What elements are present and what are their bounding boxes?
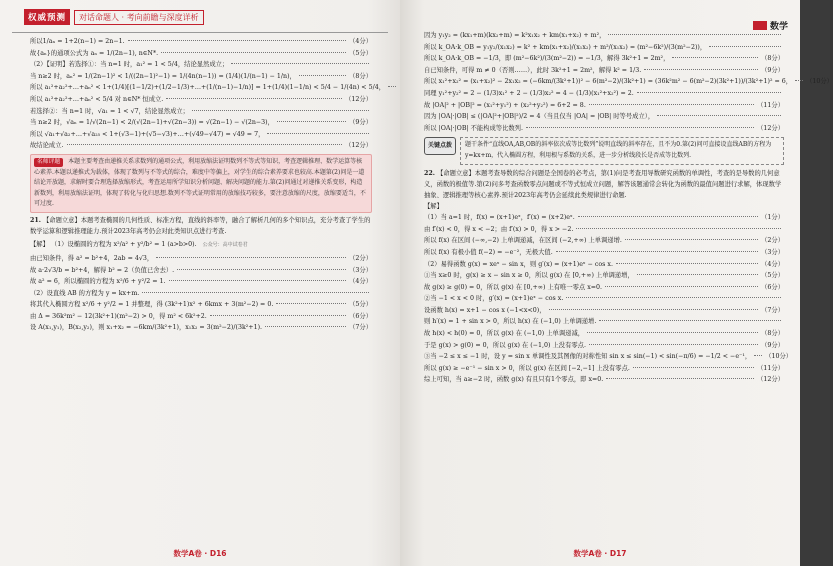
dot-leader <box>599 320 781 321</box>
solution-line-text: 所以 k_OA·k_OB = −1/3，即 (m²−6k²)/(3(m²−2)) = −1/3，解得 3k²+1 = 2m²， <box>424 55 670 63</box>
solution-line <box>30 71 372 83</box>
solution-line <box>30 59 372 71</box>
dot-leader <box>672 57 758 58</box>
left-content <box>30 36 386 334</box>
solution-line-text: 故 h(x) < h(0) = 0，所以 g(x) 在 (−1,0) 上单调递减， <box>424 330 585 338</box>
key-point-box <box>424 137 784 164</box>
solution-line-text: 当 n≥2 时，aₙ² = 1/(2n−1)² < 1/((2n−1)²−1) = 1/(4n(n−1)) = (1/4)(1/(n−1) − 1/n)， <box>30 72 296 80</box>
solution-line-text: 由 f′(x) < 0，得 x < −2；由 f′(x) > 0，得 x > −2. <box>424 225 574 233</box>
dot-leader <box>576 228 781 229</box>
solution-line <box>424 42 784 54</box>
score-mark: （9分） <box>761 341 784 349</box>
left-page-footer: 数学A卷 · D16 <box>173 549 227 558</box>
dot-leader <box>166 98 342 99</box>
solution-line <box>424 224 784 236</box>
solution-line <box>424 316 784 328</box>
dot-leader <box>231 63 369 64</box>
score-mark: （11分） <box>757 101 784 109</box>
solution-21-start: 【解】 （1）设椭圆的方程为 x²/a² + y²/b² = 1 (a>b>0). 公众号：高中试卷君 <box>30 240 248 248</box>
dot-leader <box>625 239 758 240</box>
solution-line <box>30 129 372 141</box>
teacher-note <box>30 154 372 213</box>
score-mark: （7分） <box>761 306 784 314</box>
score-mark: （3分） <box>761 248 784 256</box>
solution-line <box>424 65 784 77</box>
right-page-footer: 数学A卷 · D17 <box>573 549 627 558</box>
score-mark: （8分） <box>761 55 784 63</box>
question-22-number: 22. <box>424 169 435 177</box>
dot-leader <box>265 326 346 327</box>
solution-line-text: 将其代入椭圆方程 x²/6 + y²/2 = 1 并整理，得 (3k²+1)x² + 6kmx + 3(m²−2) = 0. <box>30 301 274 309</box>
solution-line-text: 设 A(x₁,y₁)，B(x₂,y₂)，则 x₁+x₂ = −6km/(3k²+1)，x₁x₂ = 3(m²−2)/(3k²+1). <box>30 324 263 332</box>
dot-leader <box>192 110 369 111</box>
score-mark: （8分） <box>349 72 372 80</box>
solution-line <box>30 140 372 152</box>
solution-line-text: 设函数 h(x) = x+1 − cos x (−1<x<0)， <box>424 306 546 314</box>
brand-slogan: 对话命题人 · 考向前瞻与深度详析 <box>74 10 204 25</box>
solution-line-text: 故 a² = 6，所以椭圆的方程为 x²/6 + y²/2 = 1. <box>30 278 166 286</box>
solution-line <box>30 48 372 60</box>
header-rule <box>12 32 388 33</box>
dot-leader <box>644 69 758 70</box>
dot-leader <box>276 303 346 304</box>
watermark-text: 公众号：高中试卷君 <box>202 241 248 248</box>
solution-line <box>30 311 372 323</box>
solution-line-text: 所以 a₁²+a₂²+…+aₙ² < 1+(1/4)[(1−1/2)+(1/2−1/3)+…+(1/(n−1)−1/n)] = 1+(1/4)(1−1/n) < 5/4 − 1/(4n) < 5/4， <box>30 84 386 92</box>
solution-line-text: 所以 √a₁+√a₂+…+√a₂₅ < 1+(√3−1)+(√5−√3)+…+(√49−√47) = √49 = 7， <box>30 130 265 138</box>
score-mark: （2分） <box>761 237 784 245</box>
score-mark: （4分） <box>349 38 372 45</box>
score-mark: （9分） <box>761 66 784 74</box>
solution-line <box>30 276 372 288</box>
solution-line-text: 当 n≥2 时，√aₙ = 1/√(2n−1) < 2/(√(2n−1)+√(2n−3)) = √(2n−1) − √(2n−3)， <box>30 119 274 127</box>
dot-leader <box>637 274 758 275</box>
dot-leader <box>526 127 754 128</box>
score-mark: （4分） <box>761 260 784 268</box>
solution-line <box>30 94 372 106</box>
dot-leader <box>709 46 781 47</box>
solution-line <box>424 53 784 65</box>
dot-leader <box>67 144 343 145</box>
dot-leader <box>589 104 754 105</box>
score-mark: （10分） <box>806 78 833 86</box>
score-mark: （10分） <box>765 353 793 361</box>
dot-leader <box>299 75 346 76</box>
solution-line-text: 所以 f(x) 有极小值 f(−2) = −e⁻²，无极大值. <box>424 248 553 256</box>
question-22-header <box>424 168 784 201</box>
solution-line <box>30 36 372 48</box>
score-mark: （6分） <box>349 312 372 320</box>
dot-leader <box>606 378 754 379</box>
solution-line <box>424 282 784 294</box>
solution-line <box>424 259 784 271</box>
dot-leader <box>633 367 754 368</box>
brand-header <box>24 9 204 25</box>
score-mark: （12分） <box>345 142 372 150</box>
solution-line <box>424 328 784 340</box>
solution-line <box>424 293 784 305</box>
dot-leader <box>795 80 803 81</box>
solution-line <box>30 265 372 277</box>
question-21-header <box>30 215 372 237</box>
solution-line <box>30 106 372 118</box>
dot-leader <box>267 133 369 134</box>
right-content <box>424 30 833 386</box>
score-mark: （12分） <box>757 124 784 132</box>
solution-line-text: 所以 g(x) ≥ −e⁻¹ − sin x > 0，所以 g(x) 在区间 [−2,−1] 上没有零点. <box>424 364 630 372</box>
note-text: 本题主要考查由递推关系求数列的通项公式，利用放缩法证明数列不等式等知识，考查逻辑推理、数学运算等核心素养.本题以递推式为载体，体现了数列与不等式的综合，难度中等偏上，对学生的综合素养要求也较高.本题第(2)问是一道结论开放题，求解时要合理选择放缩形式，考查运用所学知识分析问题、解决问题的能力.第(2)问通过对递推关系变形，构造新数列，利用放缩法证明，体现了转化与化归思想.数列不等式证明常用的放缩技巧较多，要注意放缩的尺度，放缩要适当，不可过度. <box>34 157 366 208</box>
solution-line <box>424 88 784 100</box>
solution-line <box>424 247 784 259</box>
score-mark: （8分） <box>761 330 784 338</box>
solution-label: 解 <box>36 240 43 248</box>
key-point-badge: 关键点拨 <box>424 137 456 155</box>
dot-leader <box>142 292 369 293</box>
dot-leader <box>210 315 346 316</box>
score-mark: （2分） <box>349 254 372 262</box>
solution-line-text: 所以1/aₙ = 1+2(n−1) = 2n−1. <box>30 38 125 45</box>
dot-leader <box>388 86 396 87</box>
solution-line-text: 由 Δ = 36k²m² − 12(3k²+1)(m²−2) > 0，得 m² < 6k²+2. <box>30 312 207 320</box>
dot-leader <box>277 121 346 122</box>
solution-line-text: ①当 x≥0 时，g(x) ≥ x − sin x ≥ 0，所以 g(x) 在 [0,+∞) 上单调递增， <box>424 272 634 280</box>
dot-leader <box>169 280 347 281</box>
solution-line <box>424 100 784 112</box>
solution-line <box>424 111 784 123</box>
solution-line <box>30 299 372 311</box>
dot-leader <box>589 344 758 345</box>
solution-line <box>424 270 784 282</box>
solution-line-text: 综上可知，当 a≥−2 时，函数 g(x) 有且只有1个零点，即 x=0. <box>424 376 604 384</box>
score-mark: （11分） <box>757 364 784 372</box>
dot-leader <box>128 40 346 41</box>
solution-21-line: （1）设椭圆的方程为 x²/a² + y²/b² = 1 (a>b>0). <box>50 240 197 248</box>
solution-line-text: （2）易得函数 g(x) = xeˣ − sin x，则 g′(x) = (x+1)eˣ − cos x. <box>424 260 613 268</box>
solution-line-text: ③当 −2 ≤ x ≤ −1 时，设 y = sin x 单调性及其图像的对称性知 sin x ≤ sin(−1) < sin(−π/6) = −1/2 < −e⁻¹， <box>424 353 752 361</box>
solution-line <box>424 235 784 247</box>
score-mark: （6分） <box>761 283 784 291</box>
dot-leader <box>556 251 758 252</box>
brand-logo: 权威预测 <box>24 9 70 25</box>
right-page <box>400 0 833 566</box>
solution-line-text: 则 h′(x) = 1 + sin x > 0，所以 h(x) 在 (−1,0) 上单调递增. <box>424 318 597 326</box>
dot-leader <box>605 286 758 287</box>
solution-line-text: 因为 |OA|·|OB| ≤ (|OA|²+|OB|²)/2 = 4（当且仅当 |OA| = |OB| 时等号成立）， <box>424 113 655 121</box>
dot-leader <box>578 216 758 217</box>
solution-line-text: 自已知条件，可得 m ≠ 0（否则……），此时 3k²+1 = 2m²，解得 k² = 1/3. <box>424 66 642 74</box>
solution-line-text: 故结论成立. <box>30 142 64 150</box>
dot-leader <box>657 115 781 116</box>
solution-line-text: 故 g(x) ≥ g(0) = 0，所以 g(x) 在 [0,+∞) 上有唯一零点 x=0. <box>424 283 603 291</box>
solution-line-text: 同理 y₁²+y₂² = 2 − (1/3)x₁² + 2 − (1/3)x₂² = 4 − (1/3)(x₁²+x₂²) = 2. <box>424 89 634 97</box>
solution-line-text: 故 |OA|² + |OB|² = (x₁²+y₁²) + (x₂²+y₂²) = 6+2 = 8. <box>424 101 586 109</box>
dot-leader <box>616 263 758 264</box>
dot-leader <box>637 92 781 93</box>
solution-line <box>424 305 784 317</box>
dot-leader <box>161 52 346 53</box>
dot-leader <box>608 34 781 35</box>
solution-line-text: 所以 a₁²+a₂²+…+aₙ² < 5/4 对 n∈N* 恒成立. <box>30 95 164 103</box>
score-mark: （7分） <box>349 324 372 332</box>
solution-line <box>30 253 372 265</box>
solution-line-text: 所以 k_OA·k_OB = y₁y₂/(x₁x₂) = k² + km(x₁+x₂)/(x₁x₂) + m²/(x₁x₂) = (m²−6k²)/(3(m²−2))， <box>424 43 707 51</box>
question-22-intent: 【命题立意】本题考查导数的综合问题是全国卷的必考点，第(1)问是考查用导数研究函数的单调性，考查的是导数的几何意义，函数的极值等.第(2)问多考查函数零点问题或不等式恒成立问题，解答该题通常会转化为函数的最值问题进行求解，体现数学抽象、逻辑推理等核心素养.预计2023年高考仍会延续此类规律进行命题. <box>424 169 782 199</box>
score-mark: （12分） <box>757 376 784 384</box>
score-mark: （4分） <box>349 278 372 286</box>
solution-line-text: ②当 −1 < x < 0 时，g′(x) = (x+1)eˣ − cos x. <box>424 295 564 303</box>
solution-line-text: 所以 f(x) 在区间 (−∞,−2) 上单调递减，在区间 (−2,+∞) 上单调递增. <box>424 237 622 245</box>
solution-line-text: 故{aₙ}的通项公式为 aₙ = 1/(2n−1), n∈N*. <box>30 49 159 57</box>
solution-line <box>424 351 793 363</box>
solution-line-text: （2）【证明】若选择①：当 n=1 时，a₁² = 1 < 5/4，结论显然成立； <box>30 61 229 69</box>
note-tag: 名师评题 <box>34 158 63 167</box>
subject-label: 数学 <box>769 22 788 32</box>
dot-leader <box>549 309 759 310</box>
solution-line-text: 于是 g(x) > g(0) = 0，所以 g(x) 在 (−1,0) 上没有零点. <box>424 341 586 349</box>
solution-line-text: 故 a·2√3/b = b²+4，解得 b² = 2（负值已舍去）. <box>30 266 175 274</box>
score-mark: （5分） <box>761 272 784 280</box>
solution-line <box>424 363 784 375</box>
left-page <box>0 0 400 566</box>
solution-line <box>424 212 784 224</box>
key-point-text: 题干条件“直线OA,AB,OB的斜率依次成等比数列”说明直线的斜率存在，且不为0.第(2)问可直接设直线AB的方程为 y=kx+m，代入椭圆方程，利用根与系数的关系，进一步分析线段长是否成等比数列. <box>460 137 784 164</box>
dot-leader <box>566 297 781 298</box>
solution-line <box>30 322 372 334</box>
dot-leader <box>156 257 346 258</box>
solution-line-text: 所以 x₁²+x₂² = (x₁+x₂)² − 2x₁x₂ = (−6km/(3k²+1))² − 6(m²−2)/(3k²+1) = (36k²m² − 6(m²−2)(3k²+1))/(3k²+1)² = 6， <box>424 78 793 86</box>
solution-line-text: （1）当 a=1 时，f(x) = (x+1)eˣ，f′(x) = (x+2)eˣ. <box>424 214 575 222</box>
solution-line-text: 因为 y₁y₂ = (kx₁+m)(kx₂+m) = k²x₁x₂ + km(x₁+x₂) + m²， <box>424 32 606 39</box>
solution-line-text: 由已知条件，得 a² = b²+4，2ab = 4√3， <box>30 254 154 262</box>
solution-line <box>424 30 784 42</box>
question-21-number: 21. <box>30 216 41 224</box>
subject-tag-bar <box>753 21 767 30</box>
score-mark: （9分） <box>349 119 372 127</box>
solution-line-text: 所以 |OA|·|OB| 不能构成等比数列. <box>424 124 523 132</box>
solution-22-label-row: 【解】 <box>424 202 443 210</box>
dot-leader <box>177 269 346 270</box>
score-mark: （12分） <box>345 95 372 103</box>
score-mark: （5分） <box>349 301 372 309</box>
solution-22-label: 解 <box>430 202 437 210</box>
solution-line <box>424 374 784 386</box>
score-mark: （1分） <box>761 214 784 222</box>
score-mark: （5分） <box>349 49 372 57</box>
solution-line <box>424 340 784 352</box>
dot-leader <box>587 332 758 333</box>
dot-leader <box>754 355 762 356</box>
solution-line <box>30 82 386 94</box>
solution-line <box>424 123 784 135</box>
question-21-intent: 【命题立意】本题考查椭圆的几何性质、标准方程，直线的斜率等，融合了解析几何的多个知识点，充分考查了学生的数学运算和逻辑推理能力.预计2023年高考仍会对此类知识点进行考查. <box>30 216 371 235</box>
solution-line <box>424 76 833 88</box>
solution-line-text: 若选择②：当 n=1 时，√a₁ = 1 < √7，结论显然成立； <box>30 107 189 115</box>
solution-line-text: （2）设直线 AB 的方程为 y = kx+m. <box>30 289 140 297</box>
solution-line <box>30 117 372 129</box>
score-mark: （3分） <box>349 266 372 274</box>
solution-line <box>30 288 372 300</box>
